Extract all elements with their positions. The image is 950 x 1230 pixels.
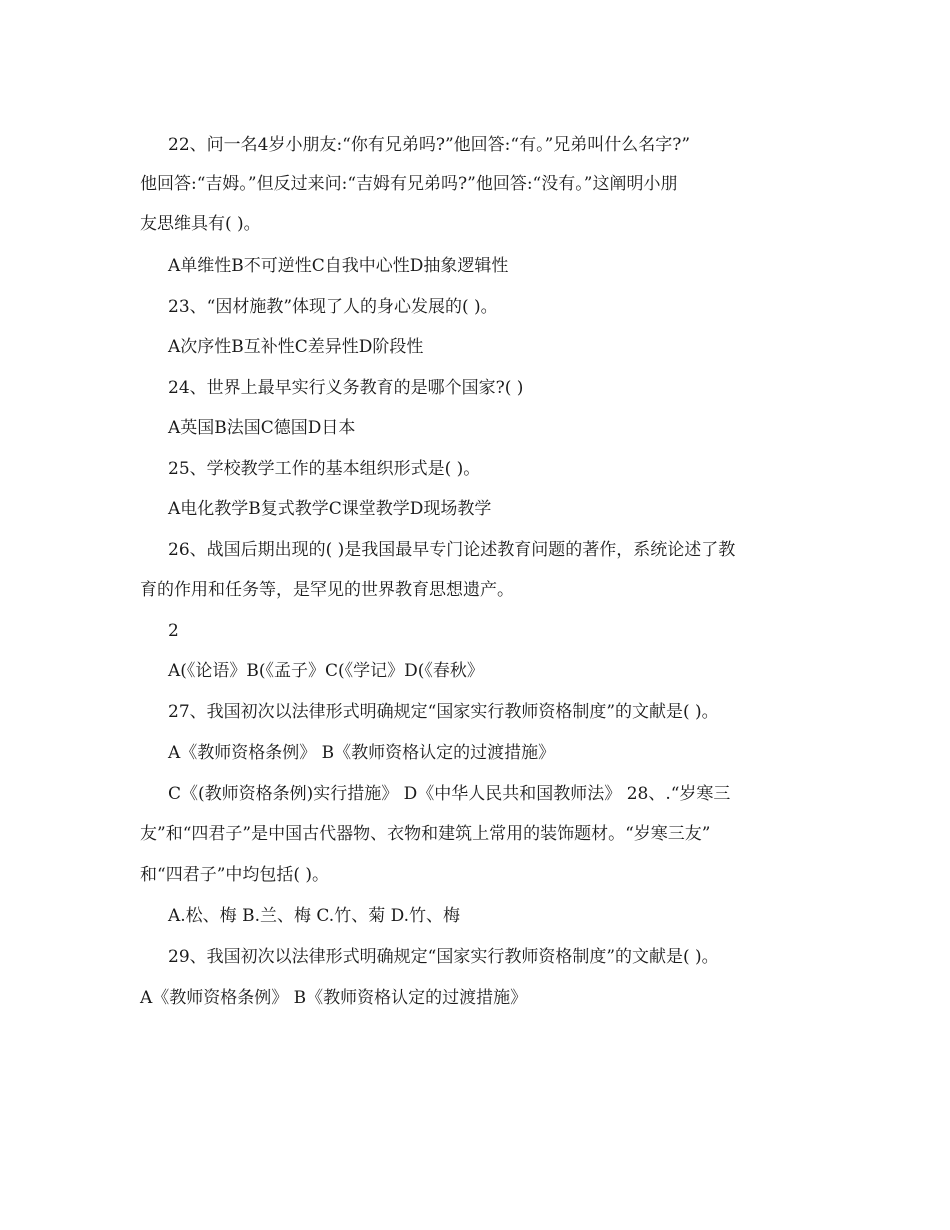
text-line: A.松、梅 B.兰、梅 C.竹、菊 D.竹、梅	[168, 906, 461, 926]
text-line: 育的作用和任务等，是罕见的世界教育思想遗产。	[140, 580, 514, 600]
text-line: 他回答:“吉姆。”但反过来问:“吉姆有兄弟吗?”他回答:“没有。”这阐明小朋	[140, 174, 678, 194]
text-line: 23、“因材施教”体现了人的身心发展的( )。	[168, 297, 498, 317]
text-line: 友思维具有( )。	[140, 214, 261, 234]
text-line: 和“四君子”中均包括( )。	[140, 865, 330, 885]
text-line: 22、问一名4岁小朋友:“你有兄弟吗?”他回答:“有。”兄弟叫什么名字?”	[168, 135, 691, 155]
text-line: A(《论语》B(《孟子》C(《学记》D(《春秋》	[168, 661, 484, 681]
text-line: A单维性B不可逆性C自我中心性D抽象逻辑性	[168, 256, 509, 276]
text-line: 29、我国初次以法律形式明确规定“国家实行教师资格制度”的文献是( )。	[168, 947, 719, 967]
text-line: 友”和“四君子”是中国古代器物、衣物和建筑上常用的装饰题材。“岁寒三友”	[140, 824, 711, 844]
text-line: A英国B法国C德国D日本	[168, 418, 356, 438]
text-line: 25、学校教学工作的基本组织形式是( )。	[168, 459, 481, 479]
text-line: A《教师资格条例》 B《教师资格认定的过渡措施》	[140, 988, 528, 1008]
text-line: 2	[168, 621, 179, 641]
text-line: C《(教师资格条例)实行措施》 D《中华人民共和国教师法》 28、.“岁寒三	[168, 784, 731, 804]
text-line: 24、世界上最早实行义务教育的是哪个国家?( )	[168, 378, 524, 398]
text-line: A电化教学B复式教学C课堂教学D现场教学	[168, 499, 492, 519]
text-line: A次序性B互补性C差异性D阶段性	[168, 337, 424, 357]
text-line: A《教师资格条例》 B《教师资格认定的过渡措施》	[168, 743, 556, 763]
text-line: 27、我国初次以法律形式明确规定“国家实行教师资格制度”的文献是( )。	[168, 702, 719, 722]
text-line: 26、战国后期出现的( )是我国最早专门论述教育问题的著作，系统论述了教	[168, 540, 736, 560]
